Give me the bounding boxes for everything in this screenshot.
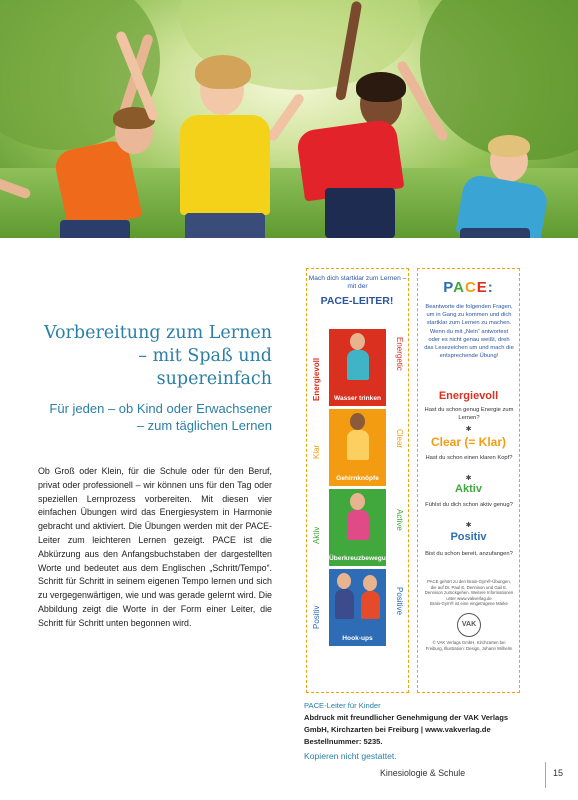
vak-logo-text: VAK	[461, 621, 477, 628]
caption-copy-notice: Kopieren nicht gestattet.	[304, 751, 397, 761]
ladder-step-exercise: Hook-ups	[342, 635, 373, 642]
children-hook-ups-icon	[335, 573, 381, 633]
page-number: 15	[553, 768, 564, 778]
caption-permission: Abdruck mit freundlicher Genehmigung der VAK Verlags GmbH, Kirchzarten bei Freiburg | www.vakverlag.de	[304, 713, 509, 734]
footer-section-name: Kinesiologie & Schule	[380, 768, 466, 778]
caption-order-number: Bestellnummer: 5235.	[304, 737, 383, 746]
bookmark-pace-ladder	[306, 268, 409, 693]
article-body: Ob Groß oder Klein, für die Schule oder für den Beruf, privat oder professionell – wir können uns für den Tag oder speziellen Lernprozess vorbereiten. Mit diesen vier einfachen Übungen wird das Energiesystem in Harmonie gebracht und aktiviert. Die Übungen werden mit der PACE-Leiter zum leichteren Lernen gezeigt. PACE ist die Abkürzung aus den Anfangsbuchstaben der dargestellten Worte und bedeutet aus dem Englischen „Schritt/Tempo“. Schritt für Schritt in seinem eigenen Tempo lernen und sich zu vergegenwärtigen, wie und was gerade gelernt wird. Die Abbildung zeigt die Worte in der Form einer Leiter, die Schritt für Schritt unten begonnen wird.	[38, 466, 272, 628]
ladder-right-word: Clear	[395, 429, 404, 449]
ladder-step-exercise: Gehirnknöpfe	[336, 475, 379, 482]
pace-question: Bist du schon bereit, anzufangen?	[425, 551, 513, 557]
pace-word-energievoll: Energievoll	[438, 390, 499, 402]
ladder-step-exercise: Überkreuzbewegung	[329, 555, 394, 562]
child-cross-crawl-icon	[345, 493, 371, 553]
pace-title	[418, 279, 519, 296]
footer-divider	[545, 762, 546, 788]
vak-logo	[457, 613, 481, 637]
ladder-right-word: Energetic	[395, 337, 404, 371]
star-icon: ✱	[465, 425, 472, 433]
pace-fine-print: PACE gehört zu den Brain-Gym®-Übungen, die auf Dr. Paul E. Dennison und Gail E. Dennison zurückgehen. Weitere Informationen unter www.vakverlag.de	[424, 579, 514, 601]
ladder-step-energievoll	[329, 329, 386, 406]
ladder-step-aktiv	[329, 489, 394, 566]
pace-copyright: © VAK Verlags GmbH, Kirchzarten bei Freiburg, Illustration: Design, Johann Wilhelm	[425, 640, 513, 651]
pace-word-clear: Clear (= Klar)	[430, 435, 507, 449]
child-drinking-icon	[345, 333, 371, 393]
pace-question: Fühlst du dich schon aktiv genug?	[425, 502, 513, 508]
star-icon: ✱	[465, 474, 472, 482]
bookmark-brand: PACE-LEITER!	[320, 295, 394, 307]
bookmark-pace-questions	[417, 268, 520, 693]
child-yellow-shirt	[155, 15, 295, 238]
ladder-right-word: Active	[395, 509, 404, 531]
pace-letter: E	[476, 279, 488, 296]
child-red-shirt	[280, 0, 430, 238]
pace-question: Hast du schon genug Energie zum Lernen?	[424, 407, 514, 421]
pace-intro: Beantworte die folgenden Fragen, um in Gang zu kommen und dich startklar zum Lernen zu machen. Wenn du mit „Nein“ antwortest oder es nicht genau weißt, dreh das Lesezeichen um und mach die entsprechende Übung!	[424, 304, 514, 360]
ladder-left-word: Klar	[312, 444, 321, 459]
pace-question: Hast du schon einen klaren Kopf?	[425, 455, 513, 461]
ladder-step-exercise: Wasser trinken	[333, 395, 382, 402]
pace-trademark-note: Brain-Gym® ist eine eingetragene Marke	[430, 601, 508, 606]
pace-letter: P	[443, 279, 454, 296]
pace-letter: C	[464, 279, 477, 296]
pace-letter: :	[487, 279, 494, 296]
ladder-left-word: Aktiv	[312, 526, 321, 544]
bookmark-top-text: Mach dich startklar zum Lernen – mit der	[308, 275, 407, 290]
caption-title: PACE-Leiter für Kinder	[304, 701, 381, 710]
ladder-left-word: Positiv	[312, 605, 321, 629]
child-brain-buttons-icon	[345, 413, 371, 473]
ladder-step-klar	[329, 409, 386, 486]
article-subtitle: Für jeden – ob Kind oder Erwachsener – zum täglichen Lernen	[49, 401, 272, 433]
star-icon: ✱	[465, 521, 472, 529]
pace-word-aktiv: Aktiv	[455, 483, 482, 495]
ladder-step-positiv	[329, 569, 386, 646]
pace-word-positiv: Positiv	[450, 531, 487, 543]
figure-caption	[304, 700, 529, 763]
pace-letter: A	[453, 279, 465, 296]
article-title: Vorbereitung zum Lernen – mit Spaß und supereinfach	[43, 323, 272, 389]
child-blue-shirt	[420, 40, 560, 238]
ladder-left-word: Energievoll	[312, 357, 321, 401]
ladder-right-word: Positive	[395, 587, 404, 616]
hero-photo	[0, 0, 578, 238]
